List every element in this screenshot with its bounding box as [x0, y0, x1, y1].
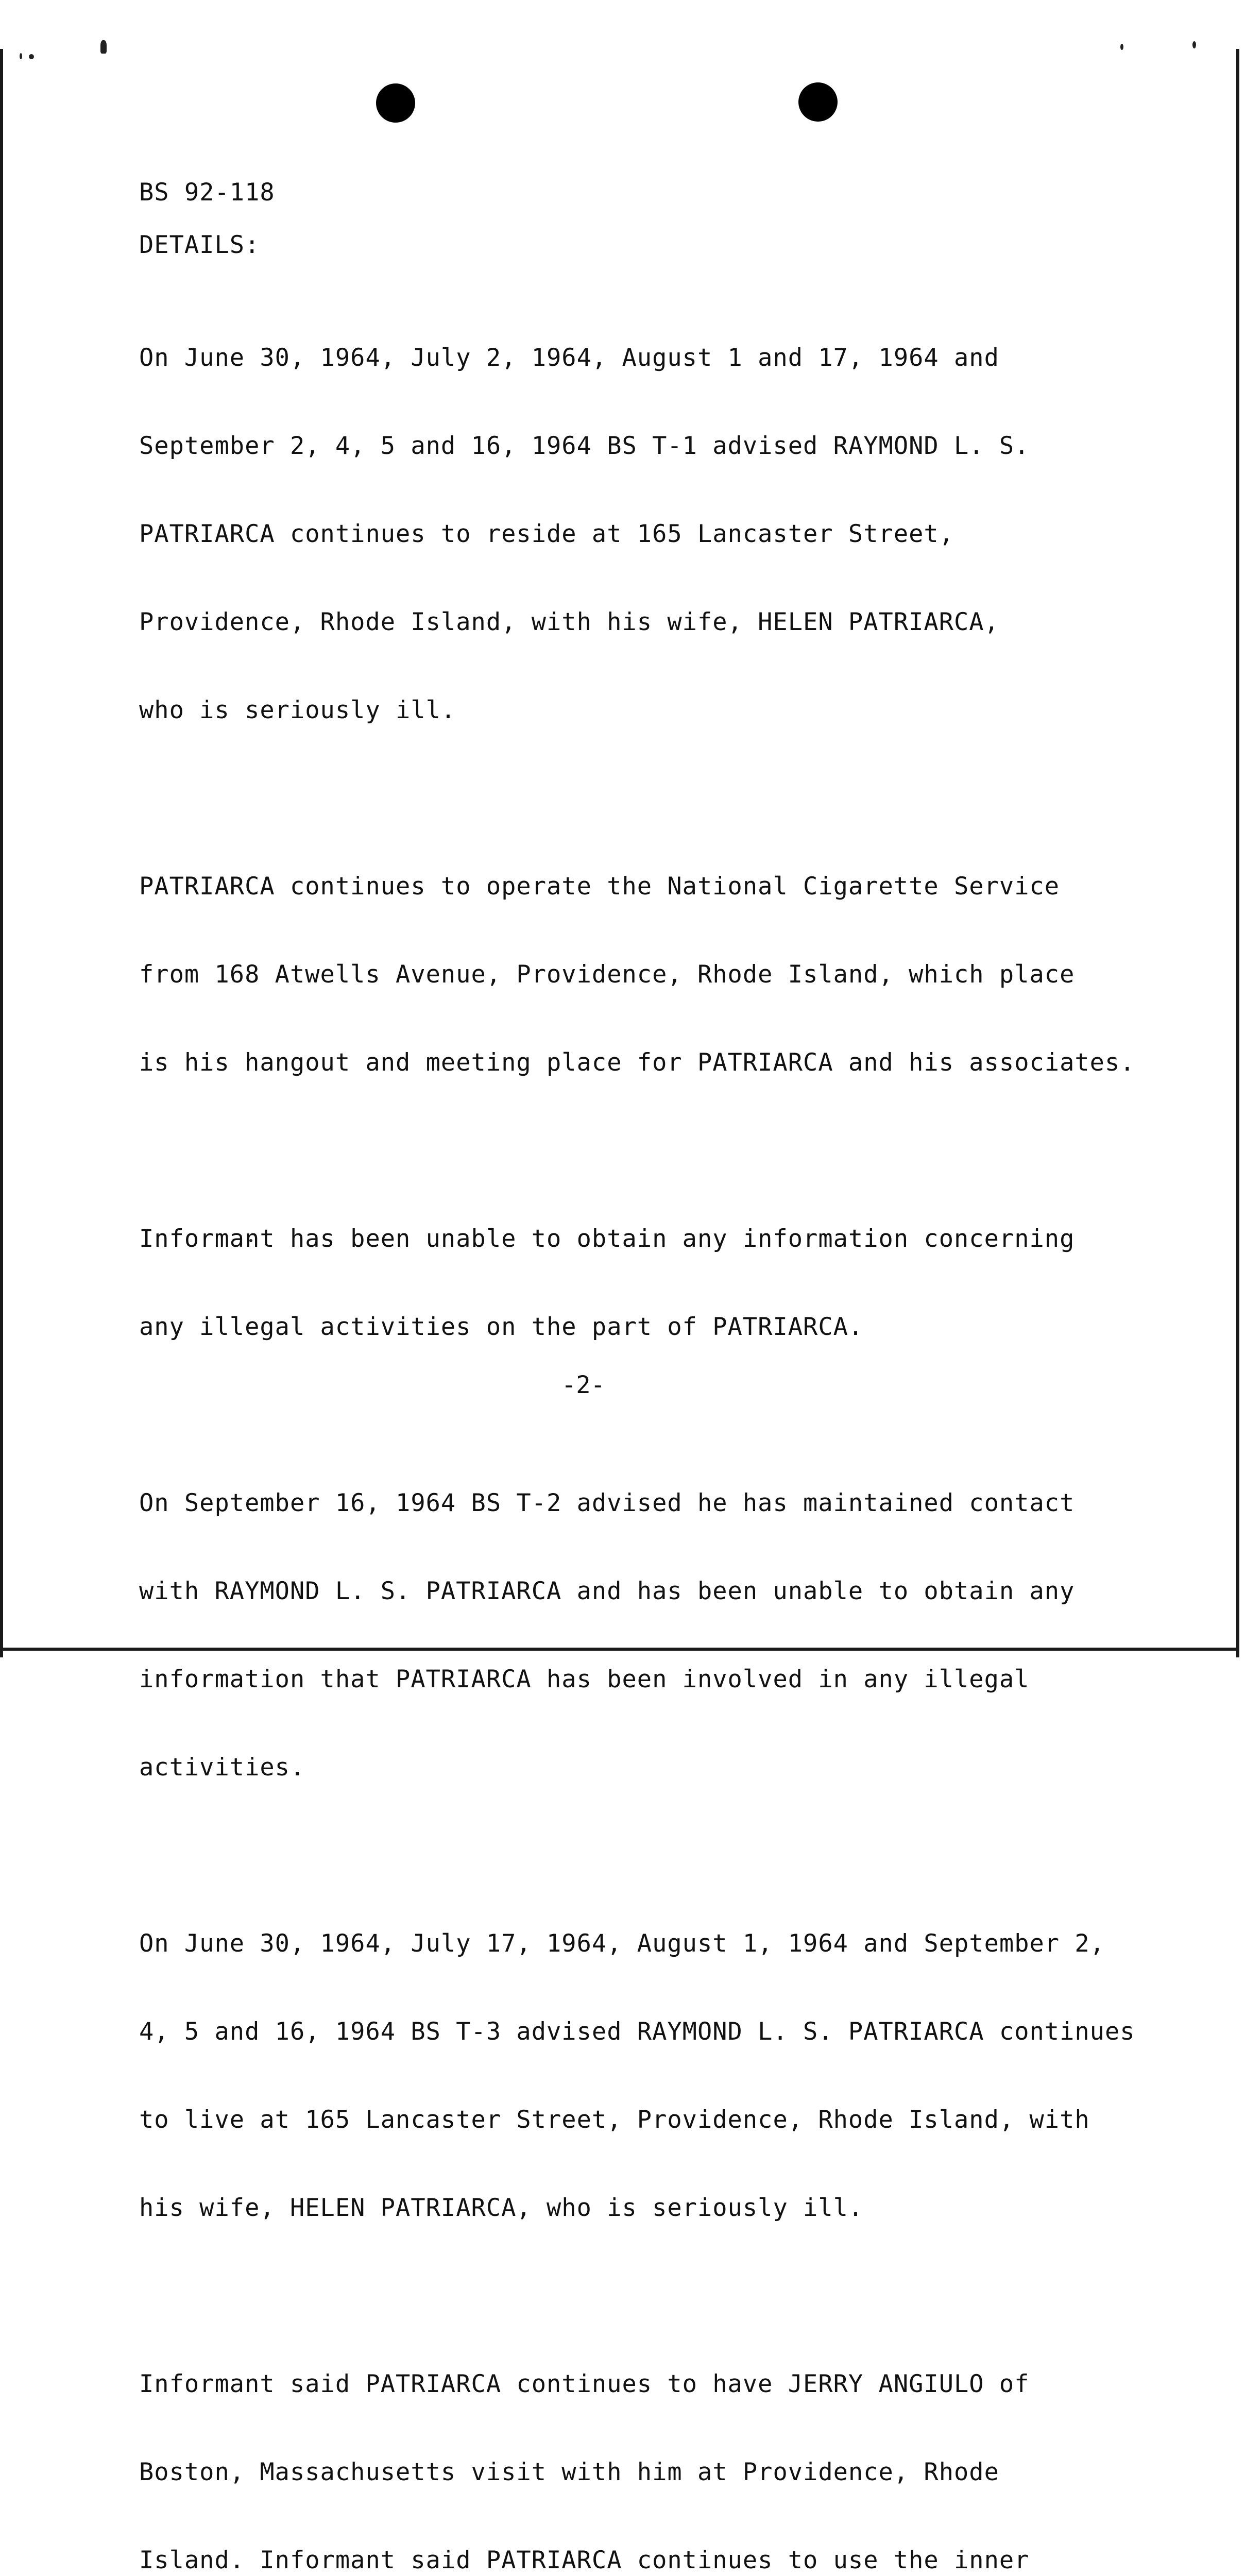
- paragraph-line: Informant said PATRIARCA continues to have JERRY ANGIULO of: [139, 2370, 1030, 2398]
- paragraph: [139, 1430, 1169, 1841]
- paragraph: [139, 1165, 1169, 1400]
- paragraph-line: On June 30, 1964, July 2, 1964, August 1 and 17, 1964 and: [139, 344, 999, 372]
- paragraph: [139, 284, 1169, 784]
- paragraph-line: information that PATRIARCA has been involved in any illegal: [139, 1665, 1030, 1693]
- paragraph-line: any illegal activities on the part of PATRIARCA.: [139, 1313, 864, 1341]
- paragraph-line: On September 16, 1964 BS T-2 advised he has maintained contact: [139, 1489, 1075, 1517]
- page-border-left: [0, 49, 3, 1657]
- punch-hole-left: [376, 83, 415, 123]
- paragraph-line: from 168 Atwells Avenue, Providence, Rhode Island, which place: [139, 960, 1075, 989]
- page-number: -2-: [561, 1371, 605, 1399]
- paragraph-line: Providence, Rhode Island, with his wife, HELEN PATRIARCA,: [139, 608, 999, 636]
- scan-speck: [1120, 44, 1123, 50]
- file-number: BS 92-118: [139, 178, 275, 207]
- paragraph-line: his wife, HELEN PATRIARCA, who is seriously ill.: [139, 2194, 864, 2222]
- section-heading: DETAILS:: [139, 231, 260, 259]
- scan-speck: [29, 54, 34, 59]
- paragraph-line: Boston, Massachusetts visit with him at Providence, Rhode: [139, 2458, 999, 2486]
- paragraph-line: PATRIARCA continues to reside at 165 Lancaster Street,: [139, 520, 954, 548]
- paragraph-line: 4, 5 and 16, 1964 BS T-3 advised RAYMOND L. S. PATRIARCA continues: [139, 2018, 1135, 2046]
- document-body: [139, 178, 1169, 2576]
- paragraph-line: with RAYMOND L. S. PATRIARCA and has been unable to obtain any: [139, 1577, 1075, 1605]
- paragraph-line: Island. Informant said PATRIARCA continues to use the inner: [139, 2546, 1030, 2574]
- paragraph-line: activities.: [139, 1753, 305, 1782]
- paragraph: [139, 1870, 1169, 2281]
- scan-speck: [20, 53, 22, 59]
- scan-speck: [1192, 41, 1196, 48]
- paragraph-line: who is seriously ill.: [139, 696, 456, 724]
- paragraph: [139, 2311, 1169, 2576]
- paragraph-line: PATRIARCA continues to operate the National Cigarette Service: [139, 872, 1060, 901]
- paragraph-line: September 2, 4, 5 and 16, 1964 BS T-1 advised RAYMOND L. S.: [139, 432, 1030, 460]
- page-border-right: [1236, 49, 1239, 1657]
- paragraph: [139, 813, 1169, 1136]
- scan-speck: [100, 40, 107, 54]
- paragraph-line: On June 30, 1964, July 17, 1964, August 1, 1964 and September 2,: [139, 1929, 1105, 1958]
- paragraph-line: Informant has been unable to obtain any information concerning: [139, 1225, 1075, 1253]
- paragraph-line: to live at 165 Lancaster Street, Providence, Rhode Island, with: [139, 2106, 1090, 2134]
- punch-hole-right: [798, 82, 838, 122]
- paragraph-line: is his hangout and meeting place for PATRIARCA and his associates.: [139, 1048, 1135, 1077]
